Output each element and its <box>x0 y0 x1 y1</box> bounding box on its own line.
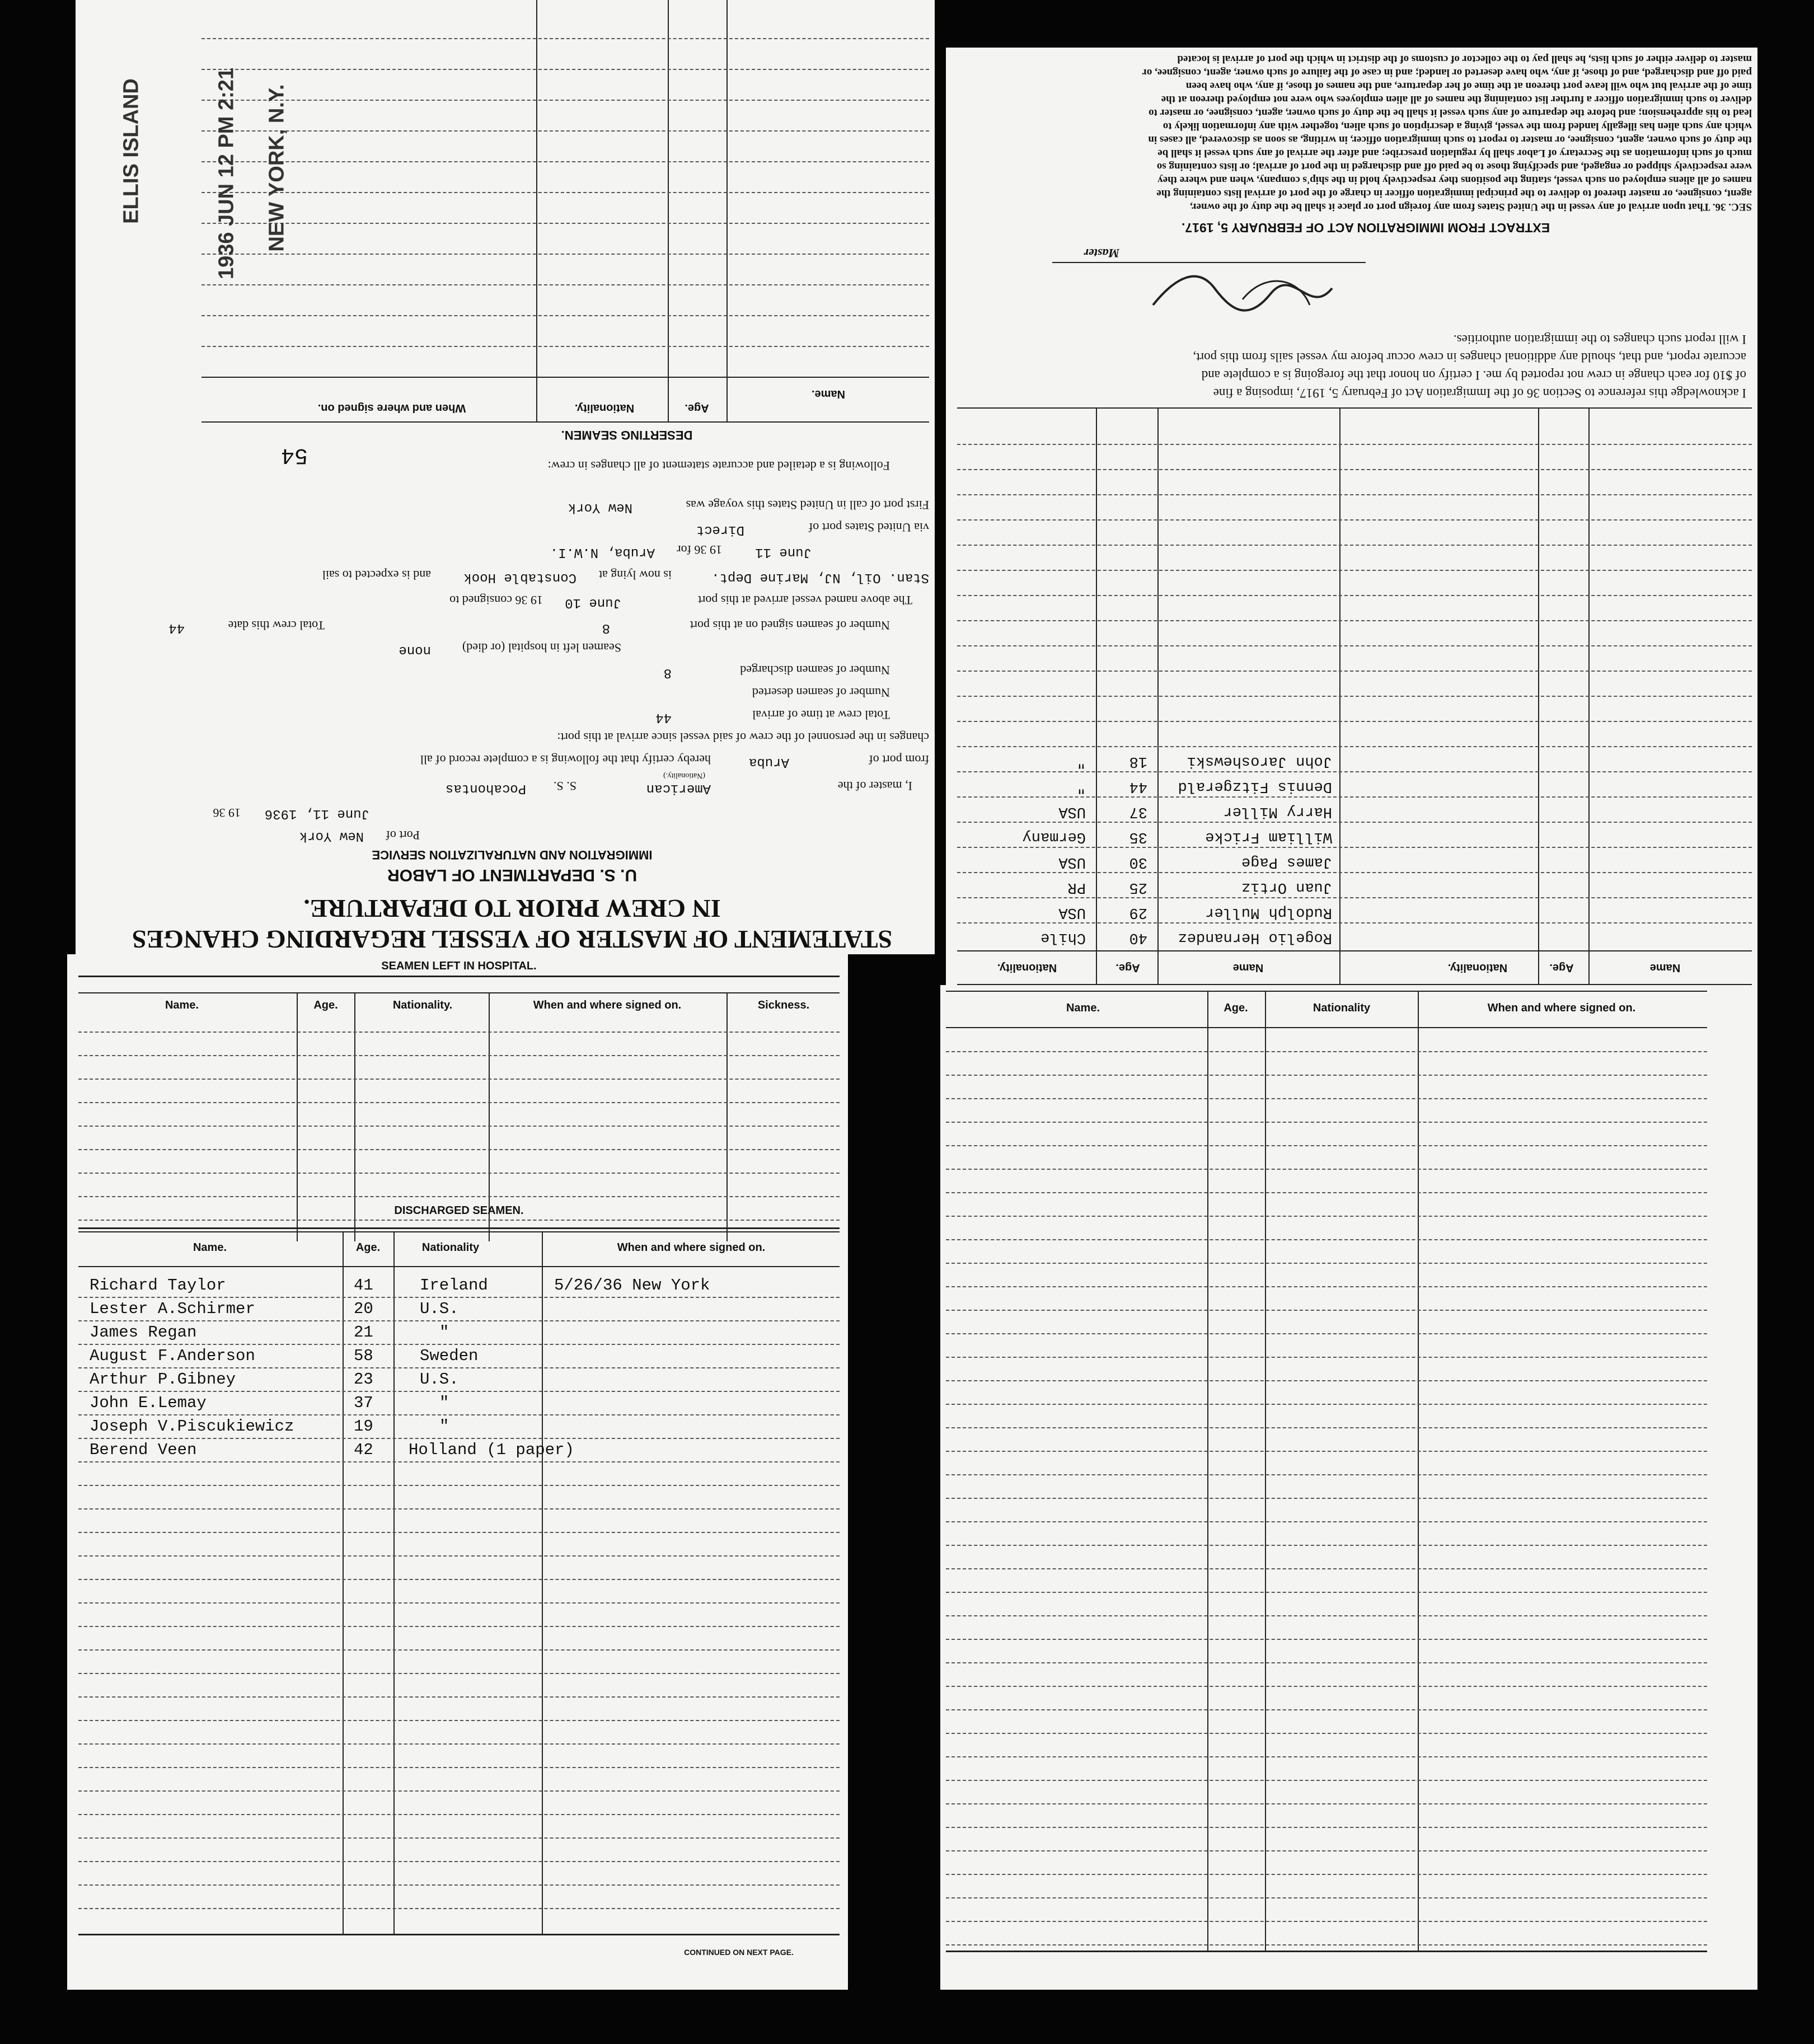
discharged-label: Number of seamen discharged <box>740 663 890 677</box>
discharged-header-nationality: Nationality <box>421 1241 480 1254</box>
row-rule <box>78 1032 840 1033</box>
row-rule <box>946 1427 1707 1428</box>
row-rule <box>946 1850 1707 1851</box>
row-rule <box>946 1803 1707 1804</box>
page-number: 54 <box>280 442 308 467</box>
discharged-col-rule <box>393 1231 395 1934</box>
ellis-island-stamp-line2: 1936 JUN 12 PM 2:21 <box>214 67 238 280</box>
row-rule <box>957 570 1752 571</box>
row-rule <box>946 1639 1707 1640</box>
row-rule <box>78 1861 840 1862</box>
row-rule <box>946 1498 1707 1499</box>
row-rule <box>946 1686 1707 1687</box>
from-port-label: from port of <box>869 753 929 767</box>
row-rule <box>78 1837 840 1839</box>
row-rule <box>201 223 929 224</box>
row-rule <box>946 1756 1707 1757</box>
row-rule <box>78 1649 840 1651</box>
deserting-header-signed-on: When and where signed on. <box>317 402 466 414</box>
discharged-age: 42 <box>354 1441 373 1459</box>
right-col-rule <box>1418 991 1419 1951</box>
row-rule <box>201 254 929 255</box>
hospital-header-nationality: Nationality. <box>392 999 453 1011</box>
total-now-label: Total crew this date <box>228 618 325 632</box>
row-rule <box>946 1310 1707 1311</box>
top-right-rotated-content <box>946 48 1757 985</box>
extract-line: master to deliver either of such lists, he shall pay to the collector of customs of the district in which the port of arrival is located <box>1177 53 1752 65</box>
row-rule <box>201 100 929 101</box>
discharged-header-signed-on: When and where signed on. <box>617 1241 766 1254</box>
crew-bottom-rule <box>957 407 1752 409</box>
row-rule <box>78 1790 840 1792</box>
crew-nationality: USA <box>1058 904 1086 921</box>
discharged-age: 23 <box>354 1370 373 1389</box>
hospital-title: SEAMEN LEFT IN HOSPITAL. <box>381 960 537 972</box>
crew-header-age: Age. <box>1549 962 1574 974</box>
nationality-value: American <box>646 781 711 796</box>
row-rule <box>946 1169 1707 1170</box>
via-text: via United States port of <box>808 521 929 535</box>
crew-nationality: " <box>1076 778 1086 795</box>
service-label: IMMIGRATION AND NATURALIZATION SERVICE <box>372 848 653 862</box>
row-rule <box>201 38 929 39</box>
row-rule <box>946 1615 1707 1616</box>
crew-age: 18 <box>1129 753 1147 770</box>
crew-name: William Fricke <box>1205 828 1332 845</box>
extract-line: lead to his apprehension; and before the departure of any such vessel it shall be the duty of such owner, agent, consignee, or master to <box>1149 107 1752 119</box>
row-rule <box>78 1220 840 1221</box>
crew-name: Harry Miller <box>1223 803 1332 820</box>
discharged-name: Berend Veen <box>90 1441 197 1459</box>
bottom-right-content <box>940 985 1757 1990</box>
port-value: New York <box>299 828 364 843</box>
deserting-col-rule <box>536 0 537 423</box>
row-rule <box>78 1320 840 1321</box>
extract-line: which any such alien has illegally landed from the vessel, giving a description of such alien, together with any information likely to <box>1163 120 1752 132</box>
discharged-nationality: " <box>439 1323 449 1342</box>
form-title-line2: IN CREW PRIOR TO DEPARTURE. <box>303 894 721 923</box>
crew-header2-nationality: Nationality. <box>997 962 1057 974</box>
row-rule <box>957 620 1752 621</box>
row-rule <box>78 1079 840 1080</box>
hospital-header-signed-on: When and where signed on. <box>533 999 682 1011</box>
right-top-rule <box>946 991 1707 992</box>
deserting-col-rule <box>726 0 728 423</box>
row-rule <box>946 1592 1707 1593</box>
row-rule <box>957 771 1752 772</box>
crew-nationality: " <box>1076 753 1086 770</box>
row-rule <box>957 872 1752 873</box>
right-col-rule <box>1207 991 1208 1951</box>
discharged-col-rule <box>542 1231 543 1934</box>
row-rule <box>957 721 1752 722</box>
row-rule <box>78 1055 840 1056</box>
right-header-nationality: Nationality <box>1313 1002 1371 1014</box>
right-col-rule <box>1265 991 1266 1951</box>
discharged-header-name: Name. <box>193 1241 227 1254</box>
row-rule <box>957 595 1752 596</box>
row-rule <box>78 1743 840 1745</box>
row-rule <box>78 1196 840 1197</box>
dept-label: U. S. DEPARTMENT OF LABOR <box>387 866 638 884</box>
deserting-header-name: Name. <box>811 388 846 400</box>
row-rule <box>201 161 929 162</box>
master-signature <box>1131 260 1343 327</box>
discharged-rule <box>78 1231 840 1232</box>
crew-header-nationality: Nationality. <box>1447 962 1508 974</box>
crew-age: 29 <box>1129 904 1147 921</box>
changes-text: changes in the personnel of the crew of said vessel since arrival at this port: <box>557 730 929 744</box>
discharged-age: 20 <box>354 1300 373 1318</box>
row-rule <box>946 1733 1707 1734</box>
right-header-signed-on: When and where signed on. <box>1487 1002 1636 1014</box>
row-rule <box>78 1173 840 1174</box>
discharged-age: 21 <box>354 1323 373 1342</box>
master-signature-rule <box>1052 262 1366 263</box>
for-text: 19 36 for <box>677 543 722 557</box>
row-rule <box>946 1239 1707 1240</box>
nationality-caption: (Nationality.) <box>663 771 705 780</box>
total-arrival-value: 44 <box>655 710 672 725</box>
acknowledge-line2: of $10 for each change in crew not reported by me. I certify on honor that the foregoing is a complete and <box>1201 368 1746 382</box>
port-label: Port of <box>386 828 420 842</box>
dest-value: Aruba, N.W.I. <box>550 545 655 560</box>
consigned-text: 19 36 consigned to <box>449 593 543 607</box>
discharged-name: Joseph V.Piscukiewicz <box>90 1417 294 1436</box>
row-rule <box>957 519 1752 521</box>
row-rule <box>201 69 929 70</box>
right-header-age: Age. <box>1224 1002 1248 1014</box>
hospital-value: none <box>399 643 431 658</box>
row-rule <box>78 1767 840 1768</box>
crew-header-name: Name <box>1649 962 1681 974</box>
deserting-header-rule <box>201 377 929 378</box>
discharged-signed-on: 5/26/36 New York <box>554 1276 710 1295</box>
discharged-value: 8 <box>663 665 672 680</box>
row-rule <box>946 1897 1707 1898</box>
row-rule <box>78 1602 840 1604</box>
bottom-left-content <box>67 954 848 1990</box>
row-rule <box>957 545 1752 546</box>
discharged-nationality: Ireland <box>420 1276 488 1295</box>
deserted-label: Number of seamen deserted <box>752 686 890 700</box>
row-rule <box>78 1149 840 1150</box>
row-rule <box>946 1944 1707 1945</box>
extract-line: SEC. 36. That upon arrival of any vessel in the United States from any foreign port or place it shall be the duty of the owner, <box>1190 201 1752 213</box>
right-header-rule <box>946 1027 1707 1028</box>
row-rule <box>946 1122 1707 1123</box>
row-rule <box>946 1357 1707 1358</box>
discharged-name: Lester A.Schirmer <box>90 1300 255 1318</box>
row-rule <box>78 1555 840 1557</box>
discharged-name: Richard Taylor <box>90 1276 226 1295</box>
row-rule <box>946 1474 1707 1475</box>
vessel-value: Pocahontas <box>445 781 526 796</box>
total-arrival-label: Total crew at time of arrival <box>752 708 890 722</box>
row-rule <box>946 1568 1707 1569</box>
row-rule <box>201 284 929 285</box>
row-rule <box>78 1579 840 1580</box>
row-rule <box>78 1126 840 1127</box>
discharged-top-rule <box>78 1227 840 1229</box>
row-rule <box>78 1414 840 1415</box>
row-rule <box>78 1532 840 1533</box>
discharged-title: DISCHARGED SEAMEN. <box>394 1204 524 1217</box>
row-rule <box>946 1333 1707 1334</box>
crew-nationality: Chile <box>1040 929 1086 946</box>
crew-name: Juan Ortiz <box>1241 879 1332 896</box>
discharged-nationality: Holland (1 paper) <box>409 1441 574 1459</box>
hospital-header-age: Age. <box>313 999 338 1011</box>
crew-age: 35 <box>1129 828 1147 845</box>
row-rule <box>78 1461 840 1462</box>
discharged-bottom-rule <box>78 1934 840 1935</box>
arrived-value: June 10 <box>565 595 621 610</box>
row-rule <box>201 315 929 316</box>
extract-line: much of such information as the Secretary of Labor shall by regulation prescribe; and after the arrival of any such vessel it shall be <box>1157 147 1752 159</box>
row-rule <box>78 1391 840 1392</box>
row-rule <box>78 1297 840 1298</box>
discharged-nationality: U.S. <box>420 1370 459 1389</box>
row-rule <box>201 346 929 347</box>
crew-nationality: PR <box>1067 879 1086 896</box>
row-rule <box>957 897 1752 898</box>
lying-value: Constable Hook <box>463 570 576 585</box>
row-rule <box>946 1827 1707 1828</box>
right-header-name: Name. <box>1066 1002 1100 1014</box>
row-rule <box>78 1696 840 1698</box>
row-rule <box>78 1438 840 1439</box>
hospital-label: Seamen left in hospital (or died) <box>462 641 621 655</box>
from-port-value: Aruba <box>748 754 789 770</box>
row-rule <box>946 1216 1707 1217</box>
extract-line: deliver to such immigration officer a further list containing the names of all alien employees who were not employed thereon at the <box>1161 93 1752 105</box>
row-rule <box>946 1521 1707 1522</box>
row-rule <box>78 1908 840 1909</box>
crew-age: 40 <box>1129 929 1147 946</box>
deserting-top-rule <box>201 421 929 423</box>
extract-line: names of all aliens employed on such vessel, stating the positions they respectively hold in the ship's company, when and where they <box>1157 174 1752 186</box>
crew-header-rule <box>957 950 1752 951</box>
row-rule <box>946 1192 1707 1193</box>
signed-on-label: Number of seamen signed on at this port <box>690 618 890 632</box>
hospital-rule <box>78 992 840 993</box>
hospital-header-sickness: Sickness. <box>757 999 810 1011</box>
row-rule <box>78 1508 840 1509</box>
crew-age: 30 <box>1129 854 1147 870</box>
row-rule <box>946 1662 1707 1663</box>
hospital-header-name: Name. <box>165 999 199 1011</box>
discharged-header-age: Age. <box>355 1241 381 1254</box>
expected-text: and is expected to sail <box>322 568 431 582</box>
arrived-text: The above named vessel arrived at this port <box>697 593 912 607</box>
row-rule <box>957 796 1752 798</box>
discharged-name: James Regan <box>90 1323 197 1342</box>
crew-nationality: USA <box>1058 854 1086 870</box>
row-rule <box>78 1673 840 1674</box>
deserting-col-rule <box>668 0 669 423</box>
crew-age: 37 <box>1129 803 1147 820</box>
crew-header2-age: Age. <box>1115 962 1140 974</box>
top-left-rotated-content <box>76 0 935 954</box>
discharged-age: 58 <box>354 1347 373 1365</box>
row-rule <box>957 822 1752 823</box>
agent-value: Stan. Oil, NJ, Marine Dept. <box>711 570 929 585</box>
crew-name: John Jaroshewski <box>1187 753 1332 770</box>
row-rule <box>946 1404 1707 1405</box>
row-rule <box>946 1075 1707 1076</box>
row-rule <box>946 1263 1707 1264</box>
row-rule <box>201 192 929 193</box>
discharged-age: 41 <box>354 1276 373 1295</box>
row-rule <box>957 645 1752 646</box>
row-rule <box>957 469 1752 470</box>
form-title-line1: STATEMENT OF MASTER OF VESSEL REGARDING CHANGES <box>132 925 893 954</box>
extract-line: were respectively shipped or engaged, and specifying those to be paid off and discharged in the port of arrival; or lists containing so <box>1156 161 1752 172</box>
extract-line: time of the arrival but who will leave port thereon at the time of her departure, and the names of those, if any, who have been <box>1185 80 1752 92</box>
year-suffix: 19 36 <box>213 806 241 820</box>
signed-on-value: 8 <box>602 620 610 635</box>
extract-title: EXTRACT FROM IMMIGRATION ACT OF FEBRUARY 5, 1917. <box>1181 221 1550 235</box>
hospital-col-rule <box>726 992 728 1241</box>
row-rule <box>78 1814 840 1815</box>
first-port-text: First port of call in United States this voyage was <box>686 498 929 512</box>
discharged-nationality: " <box>439 1417 449 1436</box>
row-rule <box>78 1102 840 1103</box>
row-rule <box>78 1344 840 1345</box>
crew-header2-name: Name <box>1232 962 1264 974</box>
row-rule <box>957 444 1752 445</box>
certify-text: hereby certify that the following is a complete record of all <box>420 753 711 767</box>
via-value: Direct <box>696 522 744 537</box>
continued-footer: CONTINUED ON NEXT PAGE. <box>684 1948 794 1957</box>
row-rule <box>201 130 929 132</box>
row-rule <box>957 671 1752 672</box>
extract-line: agent, consignee, or master thereof to deliver to the principal immigration officer in charge of the port of arrival lists containing the <box>1156 187 1752 199</box>
ellis-island-stamp-line1: ELLIS ISLAND <box>119 78 143 224</box>
following-text: Following is a detailed and accurate statement of all changes in crew: <box>547 459 890 473</box>
deserting-header-age: Age. <box>685 402 709 414</box>
discharged-name: John E.Lemay <box>90 1394 207 1412</box>
row-rule <box>946 1051 1707 1052</box>
row-rule <box>946 1921 1707 1922</box>
acknowledge-line3: accurate report, and that, should any additional changes in crew occur before my vessel sails from this port, <box>1193 350 1746 364</box>
discharged-name: Arthur P.Gibney <box>90 1370 236 1389</box>
crew-nationality: USA <box>1058 803 1086 820</box>
master-label: Master <box>1084 246 1119 260</box>
row-rule <box>78 1485 840 1486</box>
discharged-age: 37 <box>354 1394 373 1412</box>
hospital-top-rule <box>78 976 840 977</box>
deserting-header-nationality: Nationality. <box>574 402 635 414</box>
row-rule <box>957 922 1752 923</box>
ss-label: S. S. <box>554 779 576 793</box>
acknowledge-line1: I acknowledge this reference to Section 36 of the Immigration Act of February 5, 1917, imposing a fine <box>1213 386 1746 400</box>
discharged-col-rule <box>343 1231 344 1934</box>
discharged-age: 19 <box>354 1417 373 1436</box>
hospital-col-rule <box>297 992 298 1241</box>
crew-name: Rudolph Muller <box>1205 904 1332 921</box>
row-rule <box>957 746 1752 747</box>
first-port-value: New York <box>568 500 632 515</box>
crew-name: Dennis Fitzgerald <box>1178 778 1332 795</box>
row-rule <box>957 494 1752 495</box>
row-rule <box>946 1286 1707 1287</box>
date-value: June 11, 1936 <box>264 806 369 821</box>
extract-line: paid off and discharged, and of those, if any, who have deserted or landed; and in case of the failure of such owner, agent, consignee, or <box>1142 67 1752 78</box>
acknowledge-line4: I will report such changes to the immigration authorities. <box>1453 332 1746 346</box>
row-rule <box>957 696 1752 697</box>
crew-name: Rogelio Hernandez <box>1178 929 1332 946</box>
sail-value: June 11 <box>755 545 812 560</box>
total-now-value: 44 <box>168 620 185 635</box>
lying-text: is now lying at <box>598 568 672 582</box>
discharged-name: August F.Anderson <box>90 1347 255 1365</box>
row-rule <box>946 1451 1707 1452</box>
row-rule <box>946 1380 1707 1381</box>
discharged-nationality: Sweden <box>420 1347 479 1365</box>
row-rule <box>946 1780 1707 1781</box>
crew-name: James Page <box>1241 854 1332 870</box>
row-rule <box>946 1709 1707 1710</box>
row-rule <box>78 1626 840 1627</box>
row-rule <box>957 847 1752 848</box>
discharged-nationality: " <box>439 1394 449 1412</box>
row-rule <box>78 1720 840 1721</box>
crew-nationality: Germany <box>1022 828 1086 845</box>
crew-age: 25 <box>1129 879 1147 896</box>
deserting-title: DESERTING SEAMEN. <box>561 428 693 442</box>
row-rule <box>946 1545 1707 1546</box>
ellis-island-stamp-line3: NEW YORK, N.Y. <box>265 84 289 252</box>
crew-age: 44 <box>1129 778 1147 795</box>
discharged-nationality: U.S. <box>420 1300 459 1318</box>
row-rule <box>946 1145 1707 1146</box>
right-bottom-rule <box>946 1951 1707 1952</box>
row-rule <box>946 1874 1707 1875</box>
row-rule <box>946 1098 1707 1099</box>
extract-line: the duty of such owner, agent, consignee, or master to report to such immigration officer, in writing, as soon as discovered, all cases in <box>1148 134 1752 146</box>
row-rule <box>78 1884 840 1886</box>
master-text: I, master of the <box>837 779 912 793</box>
row-rule <box>78 1367 840 1368</box>
discharged-header-rule <box>78 1266 840 1267</box>
